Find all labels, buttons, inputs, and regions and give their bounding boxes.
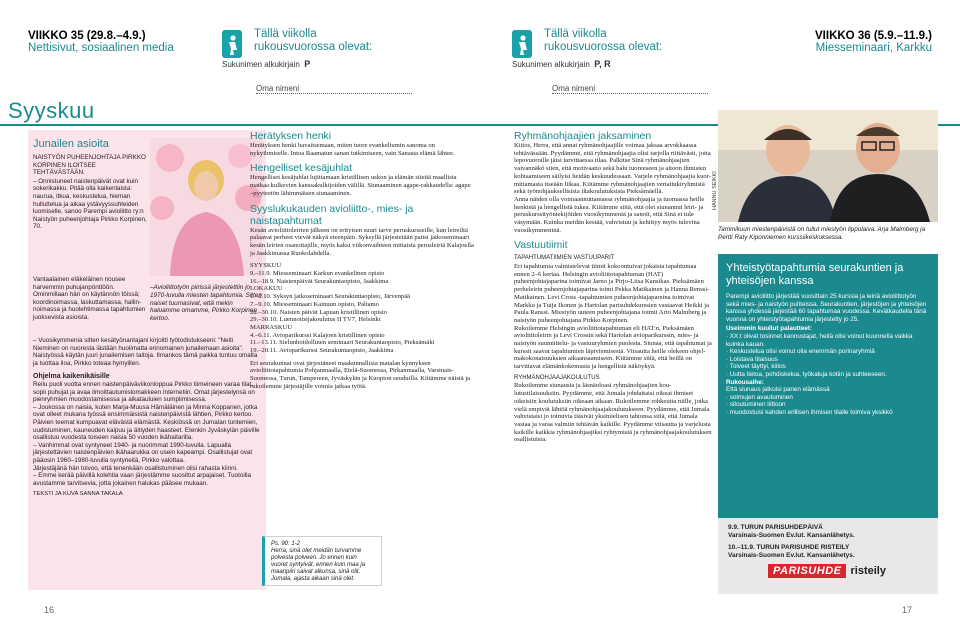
psalm-box: [262, 536, 382, 586]
cooperation-subheading: Rukousaihe:: [726, 378, 764, 386]
event-item: 1.–2.10. Syksyn jatkoseminaari Seurakuntaopisto, Järvenpää: [250, 293, 411, 301]
section-paragraph: Rukoilemme Helsingin avioliittotapahtuman eli HAT:n, Pieksämäen avioliittoleirin ja Levi Crossin sekä Hartolan avioparikurssin, mies- ja naistyön suunnittelu- ja vastuuryhmien puolesta. Siunaa, että tapahtumat ja kurssit saavat tapahtumien läpiviemisestä. Viisautta heille olekeen ohjelmakokonaisuuksien aikaansaamiseen. Kiitämme siitä, että heillä on tarvittavat elämänkokemusta ja hengellistä näköykyä.: [514, 324, 712, 371]
feedback-item: · Uutta tietoa, pohdiskelua, työkaluja kotiin ja suhteeseen.: [726, 370, 887, 378]
section-subheading: TAPAHTUMATIIMIEN VASTUUPARIT: [514, 255, 615, 262]
feature-paragraph: Reilu puoli vuotta ennen naistenpäiväviikonloppua Pirkko tiimeineen varaa tilat, sopii puhujat ja avaa ilmoittautumislomakkeen Internetiin. Omat järjestelynsä on pienryhmien muodostamisessa ja aikatauluien sumplimisessa.: [33, 380, 255, 404]
section-paragraph: Rukoilemme siunausta ja läsnäoloasi ryhmänohjaajien koulutustilaisuuksiin. Pyydämme, että Jumala johdattaisi oikeat ihmiset oikeisiin koulutuksiin oikeaan aikaan. Rukoilemme rohkeutta niille, jotka vielä empivät lähtöä ryhmänohjaajakoulutukseen. Pyydämme, että Jumala vahvistaisi jo toimivia tiäsivät yksimielisen tahtonsa siitä, että Jumala vastaa ja varaa valmiin tehtävän kaikille. Pyydämme viisautta ja varjelusta kaikille kaikkia ryhmänohjaajiksi ryhtymistä ja ryhmänohjaajakoulutuksen osallistuista.: [514, 382, 712, 444]
logo-word-1: PARISUHDE: [768, 564, 846, 578]
month-title: Syyskuu: [8, 98, 95, 123]
feature-heading: Junailen asioita: [33, 138, 109, 150]
page-number-left: 16: [44, 605, 55, 615]
prayer-topics-column: [250, 130, 474, 391]
event-organizer: Varsinais-Suomen Ev.lut. Kansanlähetys.: [728, 532, 855, 539]
event-item: MARRASKUU: [250, 323, 293, 331]
events-list: [250, 270, 474, 355]
section-heading: Herätyksen henki: [250, 130, 332, 142]
event-item: 19.–20.11. Avioparikurssi Seurakuntaopisto, Jaakkima: [250, 347, 394, 355]
men-photo: [718, 110, 938, 222]
week-topic-right: Miesseminaari, Karkku: [815, 42, 932, 54]
portrait-photo: [150, 138, 262, 276]
prayer-block-right: [512, 28, 732, 69]
prayer-sub-label: Sukunimen alkukirjain: [512, 60, 590, 69]
section-heading: Ryhmänohjaajien jaksaminen: [514, 130, 652, 142]
prayer-sub: [222, 59, 442, 69]
week-label-left: VIIKKO 35 (29.8.–4.9.): [28, 30, 146, 42]
prayer-item: · solmujen avautuminen: [726, 393, 793, 401]
section-paragraph: Eri seurakunnat ovat järjestäneet maakunnallisia matalan kynnyksen avioliittotapahtumia Pohjanmaalla, Etelä-Suomessa, Pirkanmaalla, Varsinais-Suomessa, Turun, Tampereen, Jyväskylän ja Kuopion seuduilla. Kiitämme näistä ja rukoilemme järjestäjille voimia jatkaa työtä.: [250, 359, 471, 390]
section-paragraph: Kiitos, Herra, että annat ryhmänohjaajille voimaa jaksaa arvokkaassa tehtävässään. Pyydämme, että ryhmänohjaajia olisi tarjolla riittävästi, jotta lepovuoroille jäisi tarvittaessa tilaa. Palkitse Sinä ryhmänohjaajien vaivannäkö siten, että motivaatio sekä halu tuoreeseen ja aitoon ihmisten kohtaamiseen säilyisi heidän keskuudessaan. Varjele ryhmänohjaajia kuormittamasta itseään liikaa. Kiitämme ryhmänohjaajien vertaitukiryhmistä sekä työnohjauksellisista iltakoulutuksista Pieksämäellä.: [514, 142, 712, 196]
feature-byline: TEKSTI JA KUVA SANNA TAKALA: [33, 491, 123, 498]
header-left: [28, 30, 218, 55]
feedback-item: · Loistava tilaisuus: [726, 355, 778, 363]
feature-paragraph: – Joukossa on naisia, kuten Marja-Muusa Hämäläinen ja Minna Koppanen, jotka ovat olleet mukana työssä ensimmäisistä naistenpäivistä lähtien, Pirkko kertoo.: [33, 403, 258, 419]
feedback-item: · Keskustelua olisi voinut olla enemmän porinaryhmiä: [726, 348, 875, 356]
name-field-left[interactable]: [256, 84, 412, 94]
feature-paragraph: – Emme kerää päivillä kolehtia vaan järjestämme suosittut arpajaiset. Tuotoilla avustamme tarvitsevia, jotta jokainen halukas pääsee mukaan.: [33, 472, 252, 487]
prayer-icon: [512, 30, 532, 58]
feature-paragraph: Järjestäjänä hän toivoo, että tenenkään osallistuminen olisi rahasta kiinni.: [33, 464, 238, 472]
cooperation-subheading: Useimmin kuullut palautteet:: [726, 325, 813, 333]
logo-word-2: risteily: [850, 565, 886, 577]
prayer-title-line1: Tällä viikolla: [544, 28, 607, 40]
event-item: 9.–11.9. Miesseminaari Karkun evankelinen opisto: [250, 270, 385, 278]
section-paragraph: Eri tapahtumia valmistelevat tiimit kokoontuivat jokaista tapahtumaa ennen 2–6 kertaa. Helsingin avioliittotapahtuman (HAT) puheenjohtajaparina toimivat Jarno ja Pirjo-Liisa Kansikas. Pieksämäen perheleirin puheenjohtajaparina toimi Pekka Matikainen ja Hanna Renssi-Matikainen. Levi Cross -tapahtumien puheenjohtajapareina toimivat Markku ja Tuija Ikonen ja Hartolan parisuhdekurssien vastaavat Heikki ja Paula Ranssi. Miestyön uuteen puheenjohtajana toimii Arto Malmberg ja naistyön puheenjohtajana Pirkko Korpinen.: [514, 263, 710, 324]
feature-subheading: Ohjelma kaikenikäisille: [33, 373, 110, 381]
section-heading: Vastuutiimit: [514, 239, 568, 252]
prayer-item: · sitoutuminen liittoon: [726, 401, 786, 409]
prayer-title-line2: rukousvuorossa olevat:: [254, 41, 373, 53]
event-title: 10.–11.9. TURUN PARISUHDE RISTEILY: [728, 544, 850, 551]
section-paragraph: Herätyksen henki havaitsemaan, miten tuore evankeliumin sanoma on nykyihmiselle. Intoa Raamatun sanan tutkimiseen, vain Sanasta elämä lähtee.: [250, 142, 455, 157]
event-item: 4.–6.11. Avioparikurssi Kalajoen kristillinen opisto: [250, 331, 385, 339]
event-item: 28.–30.10. Naisten päivät Lapuan kristillinen opisto: [250, 308, 387, 316]
name-label: Oma nimeni: [256, 84, 300, 93]
feature-body-lower: [33, 337, 261, 499]
prayer-title-line1: Tällä viikolla: [254, 28, 317, 40]
event-item: 29.–30.10. Luennoitsijakoulutus II TV7, Helsinki: [250, 316, 381, 324]
photo-caption: Tammikuun miestenpäivistä on tullut miestyön lippulaiva. Arja Malmberg ja Pertti Raty Kiponniemen kurssiikeskuksessa.: [718, 226, 926, 241]
prayer-letters: P: [304, 59, 311, 69]
events-box: [718, 518, 938, 594]
feature-paragraph: – Vanhimmat ovat syntyneet 1940- ja nuorimmat 1990-luvulla. Lapualla järjestettävien naistenpäivien ikähaarukka on usein kapeampi. Osallistujat ovat pääosin 1960–1980-luvulla syntyneitä, Pirkko valottaa.: [33, 441, 253, 464]
name-label: Oma nimeni: [552, 84, 596, 93]
feature-column: [33, 138, 148, 231]
feature-paragraph: – Vuosikymmenia sitten kesätyönantajani kirjoitti työtodistukseeni: "Neiti Nieminen on nuoresta iästään huolimatta erinomainen junailemaan asioita". Naistyössä käytän juuri junailemisen taitoja. Ilmankos tämä paikka tuntuu omalta ja tuottaa iloa, Pirkko toteaa hymyillen.: [33, 337, 258, 367]
feature-kicker: NAISTYÖN PUHEENJOHTAJA PIRKKO KORPINEN ILOITSEE TEHTÄVÄSTÄÄN.: [33, 154, 146, 177]
prayer-title-line2: rukousvuorossa olevat:: [544, 41, 663, 53]
week-label-right: VIIKKO 36 (5.9.–11.9.): [815, 30, 932, 42]
event-item: 16.–18.9. Naistenpäivät Seurakuntaopisto, Jaakkima: [250, 277, 389, 285]
section-subheading: RYHMÄNOHJAAJAKOULUTUS: [514, 374, 600, 381]
event-item: LOKAKUU: [250, 285, 283, 293]
cooperation-heading: Yhteistyötapahtumia seurakuntien ja yhteisöjen kanssa: [726, 262, 904, 287]
event-item: 7.–9.10. Miesseminaari Kainuun opisto, Paltamo: [250, 300, 379, 308]
week-topic-left: Nettisivut, sosiaalinen media: [28, 42, 174, 54]
prayer-sub-label: Sukunimen alkukirjain: [222, 60, 300, 69]
parisuhde-logo: [768, 564, 928, 578]
section-heading: Hengelliset kesäjuhlat: [250, 162, 353, 175]
prayer-letters: P, R: [594, 59, 611, 69]
event-item: 11.–13.11. Sielunhoidollinen seminaari Seurakuntaopisto, Pieksämäki: [250, 339, 435, 347]
photo-credit: HANNU SEIKKI: [712, 171, 718, 210]
feature-paragraph: Päivien teemat kumpuavat elävästä elämästä. Keskiössä on Jumalan tuntemien, uudistuminen, kauneuden kaipuu ja äitiyden haasteet. Etenkin Jyväskylän päiville osallistuu vuodesta toiseen naisia 50 vuoden ikähaitarilla.: [33, 418, 260, 442]
section-paragraph: Kesän avioliittoleirien jälkeen on erityisen suuri tarve peruskursseille, kun leireiltä palaavat perheet vievät näkyä eteenpäin. Syksyllä järjestetään paitsi jatkoseminaari kesän leirien osanottajille, myös kaksi viikonvaihteen mittaista perusleiriä Kalajoella ja Jaakkimassa Ruokolahdella.: [250, 226, 474, 257]
prayer-icon: [222, 30, 242, 58]
header-right: [752, 30, 932, 55]
feedback-item: · Toiveet täyttyi, kiitos: [726, 363, 786, 371]
event-organizer: Varsinais-Suomen Ev.lut. Kansanlähetys.: [728, 552, 855, 559]
feedback-item: · XX:t olivat tosinnet kannustajat, heitä olisi voinut kuunnella vaikka kuinka kauan.: [726, 332, 913, 348]
prayer-block-left: [222, 28, 442, 69]
events-month-heading: SYYSKUU: [250, 262, 282, 270]
event-title: 9.9. TURUN PARISUHDEPÄIVÄ: [728, 524, 823, 531]
feature-paragraph: – Onnistuneet naistenpäivät ovat kuin sokerikakku. Pitää olla kaikenlaista: naurua, itkua, keskustelua, hieman hulluttelua ja aikaa ystävyyssuhteiden luomiselle, sanoo Parempi avioliitto ry:n Naistyön puheenjohtaja Pirkko Korpinen, 70.: [33, 177, 147, 231]
name-field-right[interactable]: [552, 84, 708, 94]
section-paragraph: Hengelliset kesäjuhlat lujittamaan kristillisen uskon ja elämän siteitä maallista matkaa kulkevien kanssakulkijoiden välillä. Siunaaminen agape-rakkaudella: agape –pyyteetön lähimmäisen siunaaminen.: [250, 174, 471, 197]
cooperation-box: [718, 254, 938, 518]
cooperation-paragraph: Parempi avioliitto järjestää vuosittain 25 kurssia ja leiriä avioliittotyön sekä mies- ja naistyön puitteissa. Seurakuntien, järjestöjen ja yhteisöjen kanssa yhdessä järjestää 60 tapahtumaa vuodessa. Kevätkaudella tänä vuonna on yhteistyötapahtumia järjestetty jo 25.: [726, 293, 927, 323]
page-number-right: 17: [902, 605, 913, 615]
psalm-text: Ps. 90: 1-2 Herra, sinä olet meidän turvamme polvesta polveen. Jo ennen kuin vuoret syntyivät, ennen kuin maa ja maanpiiri saivat alkunsa, sinä olit. Jumala, ajasta aikaan sinä olet.: [271, 541, 366, 582]
prayer-item: · muodostuisi kahden erillisen ihmisen tilalle toimiva yksikkö: [726, 408, 893, 416]
feature-paragraph: Vantaalainen eläkeläinen nousee harvemmin puhujanpönttöön. Ominmillaan hän on käytännön töissä; koordinoimassa, laskuttamassa, hallinnoimassa ja huolehtimassa tapahtumien juoksevista asioista.: [33, 276, 146, 321]
section-heading: Syyslukukauden avioliitto-, mies- ja naistapahtumat: [250, 202, 414, 227]
cooperation-paragraph: Että siunaus jatkuisi parien elämässä: [726, 386, 830, 394]
section-paragraph: Anna näiden olla voimaannuttamassa ryhmänohjaajia ja tuomassa heille henkistä ja hengellistä tukea. Kiitämme siitä, että olet siunannut leiri- ja peruskurssityöntekijöiden vuosikymmeniä ja sanoit, että Sinä et tule väsymään. Kuinka meidän kestää, vahvistuu ja kehittyy myös tulevina vuosikymmeninä.: [514, 195, 705, 234]
photo-caption: –Avioliittotyön piirissä järjestettiin jo 1970-luvulla miesten tapahtumia. Sitten naiset tuumasivat, että mekin haluamme omamme, Pirkko Korpinen kertoo.: [150, 284, 262, 323]
prayer-sub: [512, 59, 732, 69]
leaders-column: [514, 130, 712, 444]
